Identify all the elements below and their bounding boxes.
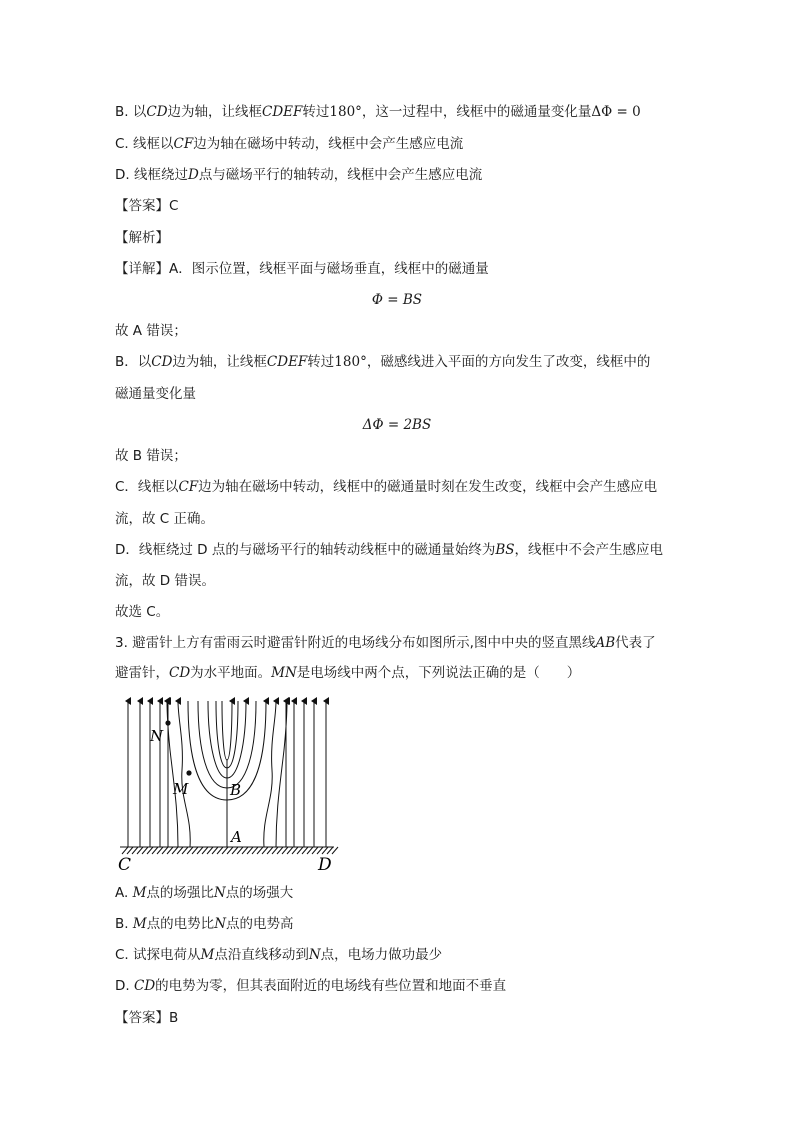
text: 点，电场力做功最少 [320, 947, 443, 963]
math-cdef: CDEF [262, 104, 303, 120]
text: C. 试探电荷从 [115, 947, 201, 963]
question-3-line-1 [115, 634, 656, 652]
math-equation: ΔΦ = 0 [591, 104, 641, 120]
text: 点沿直线移动到 [214, 947, 309, 963]
text: 点的电势高 [226, 916, 294, 932]
text: 点与磁场平行的轴转动，线框中会产生感应电流 [198, 167, 483, 183]
question-3-line-2 [115, 664, 580, 682]
math-m: M [132, 885, 147, 901]
equation-1 [0, 291, 794, 309]
option-d [115, 166, 482, 184]
detail-d-2: 流，故 D 错误。 [115, 573, 215, 589]
q3-option-b [115, 915, 294, 933]
text: ，线框中不会产生感应电 [514, 542, 664, 558]
text: D. [115, 978, 134, 994]
math-cdef: CDEF [266, 354, 308, 370]
math-angle: 180° [334, 354, 367, 370]
text: D. 线框绕过 [115, 167, 188, 183]
analysis-tag: 【解析】 [115, 230, 169, 246]
text: 是电场线中两个点，下列说法正确的是（ ） [296, 665, 581, 681]
text: 边为轴，让线框 [172, 354, 267, 370]
text: 点的电势比 [146, 916, 215, 932]
detail-d [115, 541, 663, 559]
answer-value: B [169, 1010, 179, 1026]
text: B. 以 [115, 104, 147, 120]
math-cf: CF [178, 479, 199, 495]
q3-option-a [115, 884, 293, 902]
conclusion: 故选 C。 [115, 604, 170, 620]
text: C. 线框以 [115, 136, 174, 152]
text: 3. 避雷针上方有雷雨云时避雷针附近的电场线分布如图所示,图中中央的竖直黑线 [115, 635, 596, 651]
math-mn: MN [271, 665, 297, 681]
text: 的电势为零，但其表面附近的电场线有些位置和地面不垂直 [155, 978, 507, 994]
math-cd: CD [146, 104, 168, 120]
detail-b-2: 磁通量变化量 [115, 386, 196, 402]
label-d: D [318, 855, 332, 875]
label-c: C [118, 855, 132, 875]
text: ，这一过程中，线框中的磁通量变化量 [361, 104, 592, 120]
math-n: N [308, 947, 321, 963]
text: 边为轴在磁场中转动，线框中的磁通量时刻在发生改变，线框中会产生感应电 [198, 479, 658, 495]
text: 为水平地面。 [190, 665, 272, 681]
label-m: M [173, 780, 189, 798]
answer-tag: 【答案】 [115, 198, 169, 214]
math-d: D [187, 167, 199, 183]
detail-b [115, 353, 650, 371]
field-line-figure [112, 690, 342, 875]
label-a: A [231, 828, 242, 846]
answer-2 [115, 1009, 178, 1027]
label-b: B [230, 781, 242, 799]
text: 转过 [302, 104, 330, 120]
math-m: M [200, 947, 215, 963]
text: 转过 [307, 354, 335, 370]
answer-tag: 【答案】 [115, 1010, 169, 1026]
math-m: M [132, 916, 147, 932]
math-ab: AB [595, 635, 616, 651]
q3-option-c [115, 946, 442, 964]
verdict-b: 故 B 错误； [115, 448, 187, 464]
text: 点的场强比 [146, 885, 214, 901]
math-cd: CD [169, 665, 191, 681]
text: D．线框绕过 D 点的与磁场平行的轴转动线框中的磁通量始终为 [115, 542, 496, 558]
detail-c [115, 478, 657, 496]
detail-c-2: 流，故 C 正确。 [115, 511, 215, 527]
option-c [115, 135, 463, 153]
answer-1 [115, 197, 178, 215]
text: C．线框以 [115, 479, 179, 495]
math-equation: Φ = BS [371, 292, 423, 308]
text: B．以 [115, 354, 152, 370]
text: 代表了 [615, 635, 656, 651]
label-n: N [150, 727, 164, 745]
math-n: N [213, 885, 226, 901]
math-bs: BS [495, 542, 515, 558]
option-b [115, 103, 641, 121]
detail-a: 【详解】A．图示位置，线框平面与磁场垂直，线框中的磁通量 [115, 261, 489, 277]
answer-value: C [169, 198, 179, 214]
math-cf: CF [173, 136, 194, 152]
math-cd: CD [133, 978, 156, 994]
math-n: N [214, 916, 226, 932]
math-angle: 180° [329, 104, 362, 120]
text: 点的场强大 [225, 885, 294, 901]
text: 边为轴，让线框 [167, 104, 263, 120]
verdict-a: 故 A 错误； [115, 323, 187, 339]
text: ，磁感线进入平面的方向发生了改变，线框中的 [366, 354, 651, 370]
equation-2 [0, 416, 794, 434]
math-equation: ΔΦ = 2BS [362, 417, 432, 433]
text: B. [115, 916, 133, 932]
math-cd: CD [151, 354, 173, 370]
text: 边为轴在磁场中转动，线框中会产生感应电流 [193, 136, 464, 152]
text: A. [115, 885, 133, 901]
text: 避雷针， [115, 665, 169, 681]
q3-option-d [115, 977, 506, 995]
